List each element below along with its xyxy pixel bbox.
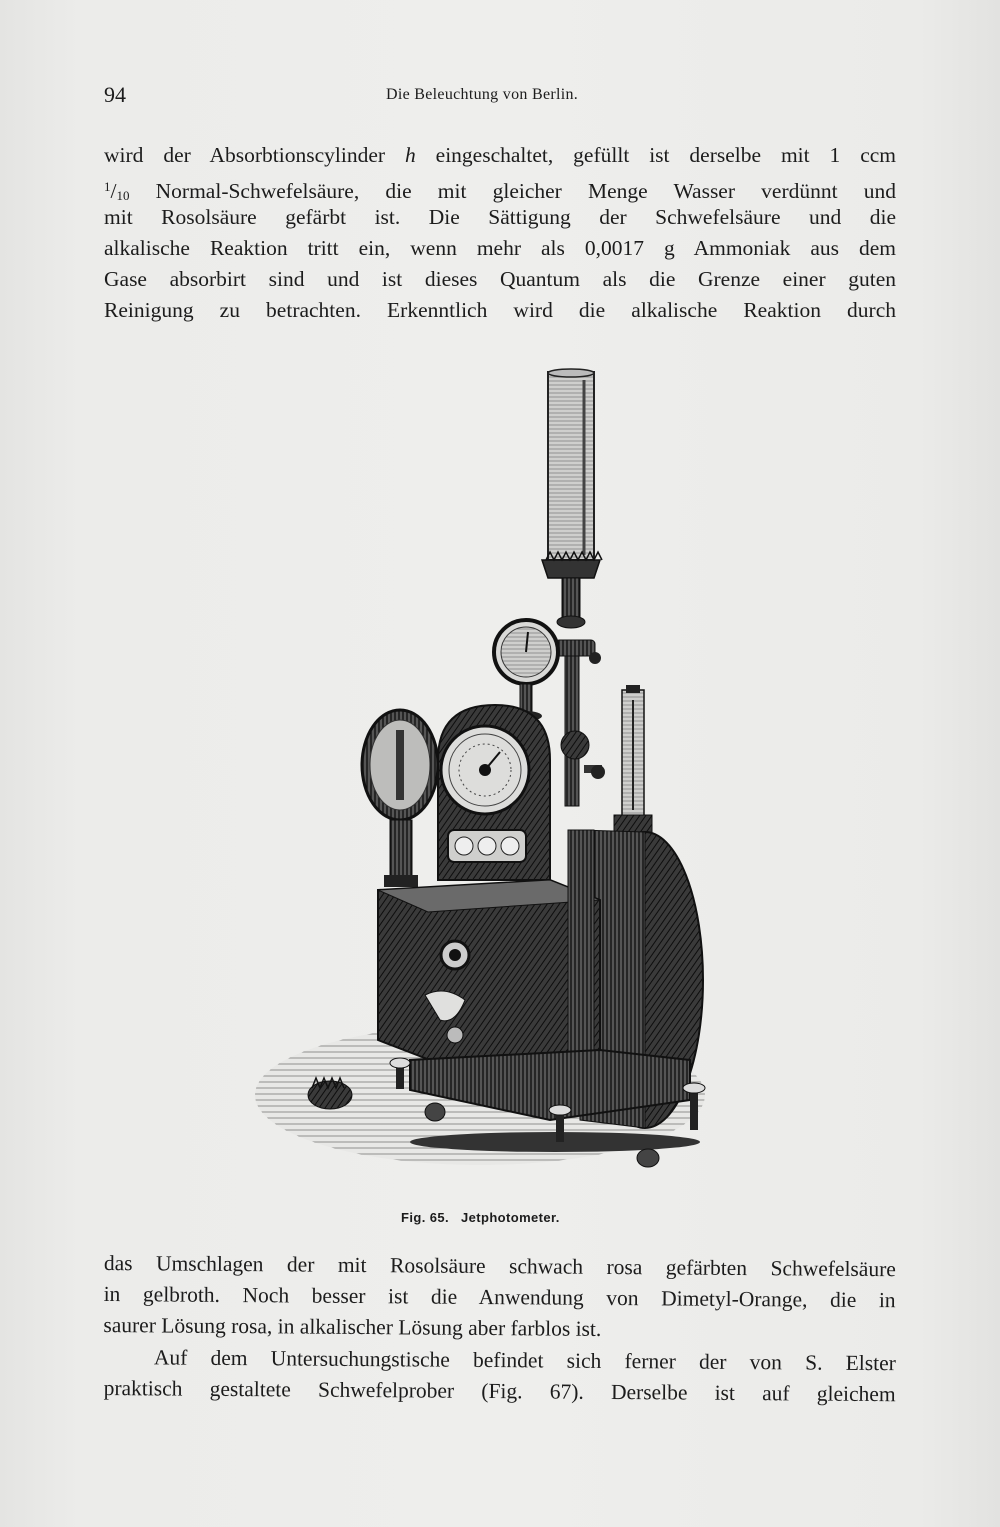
paragraph-bottom — [104, 1342, 896, 1410]
running-title: Die Beleuchtung von Berlin. — [386, 86, 579, 103]
variable-h: h — [404, 143, 416, 167]
clock-housing — [438, 705, 550, 880]
paragraph-after-figure — [103, 1248, 896, 1347]
paragraph-top — [104, 140, 896, 326]
text-line: Reinigung zu betrachten. Erkenntlich wird die alkalische Reaktion durch — [104, 298, 896, 322]
page-number: 94 — [104, 82, 126, 107]
jetphotometer-illustration — [250, 360, 720, 1200]
figure-caption — [401, 1210, 560, 1225]
text-line: $^1/_{10}$ Normal-Schwefelsäure, die mit gleicher Menge Wasser verdünnt und — [104, 179, 896, 203]
text-line: Auf dem Untersuchungstische befindet sich ferner der von S. Elster — [153, 1345, 896, 1376]
figure-title: Jetphotometer. — [461, 1210, 560, 1225]
page-header — [104, 82, 894, 114]
text-line: wird der Absorbtionscylinder h eingeschaltet, gefüllt ist derselbe mit 1 ccm — [104, 143, 897, 167]
figure-label: Fig. 65. — [401, 1210, 449, 1225]
photometer-disc — [362, 710, 438, 887]
text-line: das Umschlagen der mit Rosolsäure schwach rosa gefärbten Schwefelsäure — [103, 1250, 896, 1282]
text-line: saurer Lösung rosa, in alkalischer Lösung aber farblos ist. — [103, 1312, 602, 1341]
text-line: in gelbroth. Noch besser ist die Anwendung von Dimetyl-Orange, die in — [103, 1281, 896, 1313]
text-line: mit Rosolsäure gefärbt ist. Die Sättigung der Schwefelsäure und die — [104, 205, 896, 229]
text-line: praktisch gestaltete Schwefelprober (Fig. 67). Derselbe ist auf gleichem — [103, 1375, 896, 1407]
text-line: Gase absorbirt sind und ist dieses Quantum als die Grenze einer guten — [104, 267, 896, 291]
jetphotometer-engraving — [250, 360, 720, 1200]
glass-chimney — [542, 369, 602, 578]
fraction: $^1/_{10}$ — [104, 179, 130, 203]
burner-stem — [555, 578, 605, 806]
text-line: alkalische Reaktion tritt ein, wenn mehr als 0,0017 g Ammoniak aus dem — [104, 236, 896, 260]
